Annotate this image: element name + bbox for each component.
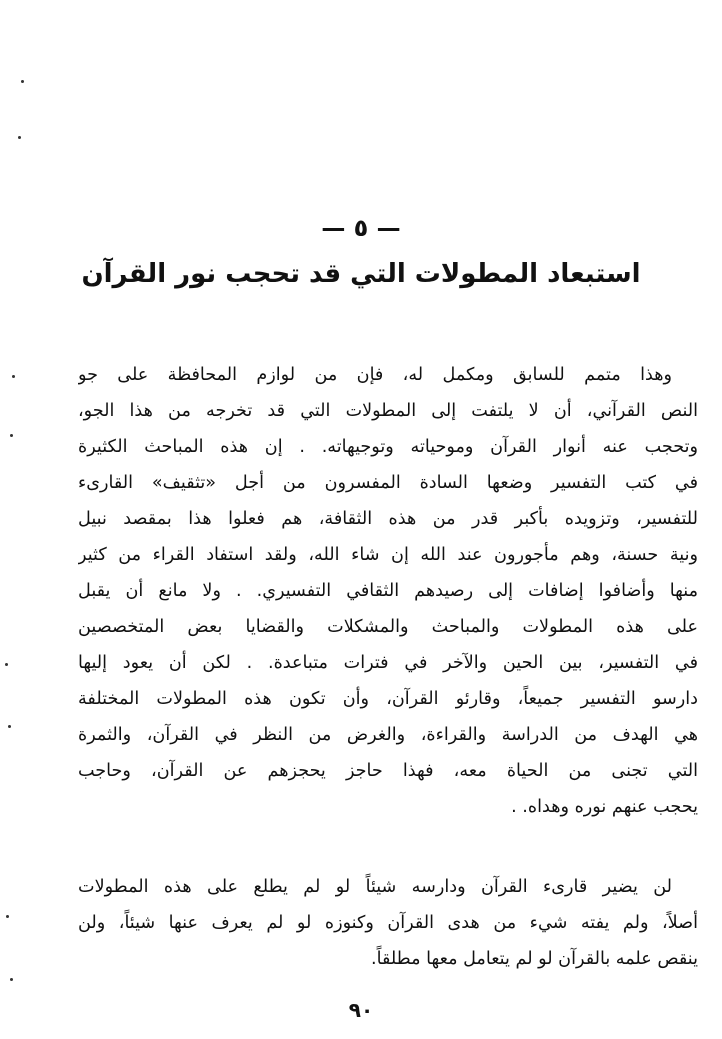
text-line: هي الهدف من الدراسة والقراءة، والغرض من النظر في القرآن، والثمرة [78, 725, 698, 745]
scan-speck [18, 136, 21, 139]
text-line: أصلاً، ولم يفته شيء من هدى القرآن وكنوزه لو لم يعرف عنها شيئاً، ولن [78, 913, 698, 933]
chapter-title: استبعاد المطولات التي قد تحجب نور القرآن [81, 259, 641, 289]
paragraph-1 [78, 357, 698, 825]
text-line: النص القرآني، أن لا يلتفت إلى المطولات التي قد تخرجه من هذا الجو، [78, 401, 698, 421]
text-line: للتفسير، وتزويده بأكبر قدر من هذه الثقافة، هم فعلوا هذا بمقصد نبيل [78, 509, 698, 529]
page-number: ٩٠ [348, 998, 374, 1022]
text-line: ونية حسنة، وهم مأجورون عند الله إن شاء الله، ولقد استفاد القراء من كثير [78, 545, 698, 565]
paragraph-2 [78, 869, 698, 977]
scan-speck [21, 80, 24, 83]
chapter-number: — ٥ — [321, 214, 401, 242]
scan-speck [12, 375, 15, 378]
text-line: في كتب التفسير وضعها السادة المفسرون من أجل «تثقيف» القارىء [78, 473, 698, 493]
scan-speck [5, 663, 8, 666]
text-line: على هذه المطولات والمباحث والمشكلات والقضايا بعض المتخصصين [78, 617, 698, 637]
text-line: دارسو التفسير جميعاً، وقارئو القرآن، وأن تكون هذه المطولات المختلفة [78, 689, 698, 709]
scan-speck [10, 978, 13, 981]
text-line: منها وأضافوا إضافات إلى رصيدهم الثقافي التفسيري. . ولا مانع أن يقبل [78, 581, 698, 601]
scan-speck [8, 725, 11, 728]
text-line: التي تجنى من الحياة معه، فهذا حاجز يحجزهم عن القرآن، وحاجب [78, 761, 698, 781]
scan-speck [10, 434, 13, 437]
text-line: لن يضير قارىء القرآن ودارسه شيئاً لو لم يطلع على هذه المطولات [78, 877, 672, 897]
scan-speck [6, 915, 9, 918]
text-line: وهذا متمم للسابق ومكمل له، فإن من لوازم المحافظة على جو [78, 365, 672, 385]
text-line: ينقص علمه بالقرآن لو لم يتعامل معها مطلقاً. [370, 949, 698, 969]
text-line: يحجب عنهم نوره وهداه. . [511, 797, 698, 817]
text-line: وتحجب عنه أنوار القرآن وموحياته وتوجيهاته. . إن هذه المباحث الكثيرة [78, 437, 698, 457]
text-line: في التفسير، بين الحين والآخر في فترات متباعدة. . لكن أن يعود إليها [78, 653, 698, 673]
